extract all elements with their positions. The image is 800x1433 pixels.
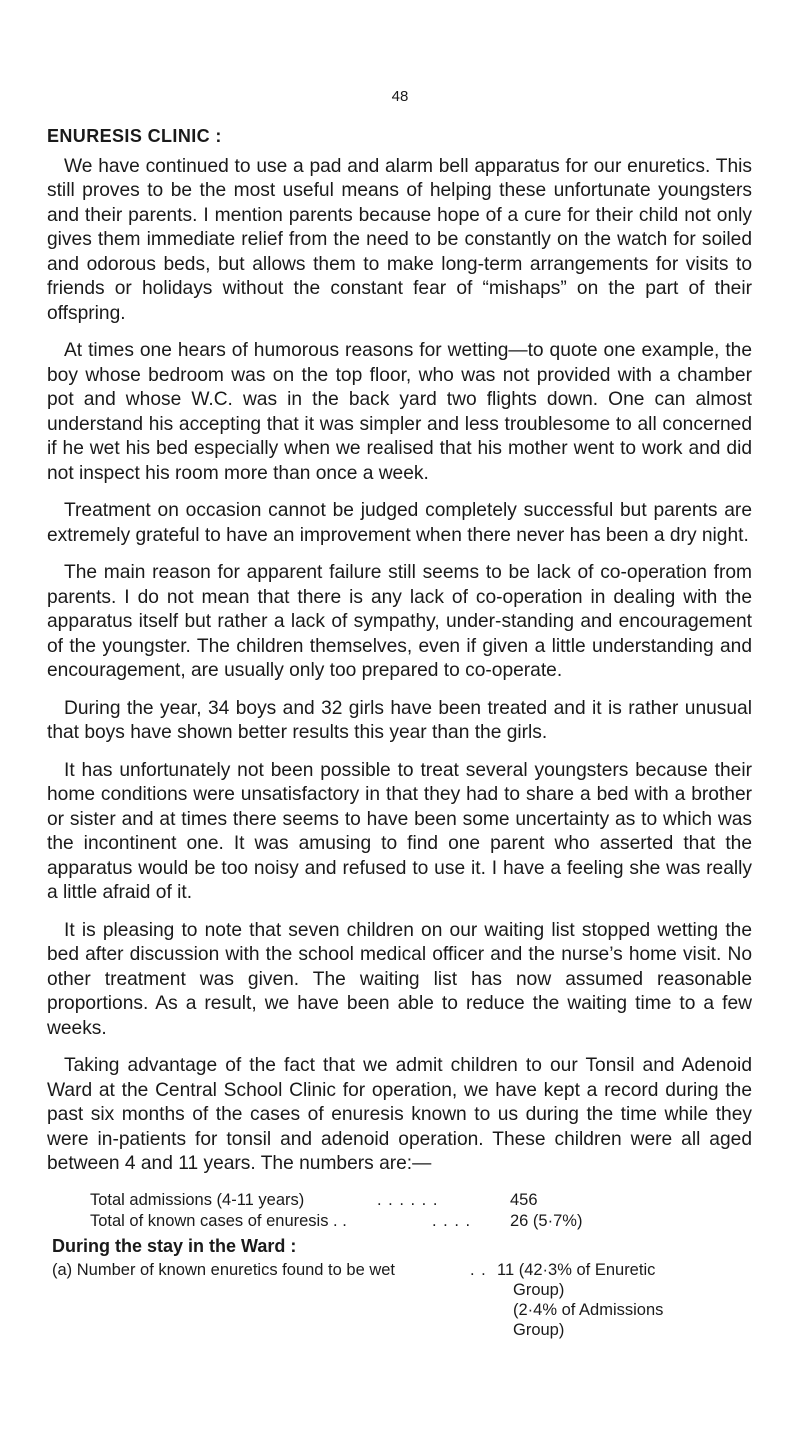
row-leader-dots: . . [470, 1260, 487, 1279]
row-value [497, 1260, 757, 1340]
row-leader-dots: . . . . . . [377, 1190, 439, 1209]
row-value: 26 (5·7%) [510, 1211, 583, 1230]
enuresis-statistics-table [47, 1190, 752, 1344]
page-number: 48 [391, 88, 409, 105]
table-row [47, 1211, 752, 1232]
row-label: Total admissions (4-11 years) [90, 1190, 305, 1209]
value-line: Group) [513, 1320, 565, 1339]
row-leader-dots: . . . . [432, 1211, 472, 1230]
row-label: Total of known cases of enuresis . . [90, 1211, 347, 1230]
row-value: 456 [510, 1190, 538, 1209]
table-row [47, 1260, 752, 1344]
value-line: Group) [513, 1280, 565, 1299]
stay-heading: During the stay in the Ward : [52, 1235, 297, 1256]
body-text [47, 124, 752, 1344]
value-line: (2·4% of Admissions [513, 1300, 664, 1319]
value-line: 11 (42·3% of Enuretic [497, 1260, 656, 1279]
paragraph-7: It is pleasing to note that seven children on our waiting list stopped wetting the bed after discussion with the school medical officer and the nurse’s home visit. No other treatment was given. The waiting list has now assumed reasonable proportions. As a result, we have been able to reduce the waiting time to a few weeks. [47, 919, 752, 1039]
paragraph-4: The main reason for apparent failure still seems to be lack of co-operation from parents. I do not mean that there is any lack of co-operation in dealing with the apparatus itself but rather a lack of sympathy, under-standing and encouragement of the youngster. The children themselves, even if given a little understanding and encouragement, are usually only too prepared to co-operate. [47, 562, 752, 681]
table-row [47, 1190, 752, 1211]
paragraph-3: Treatment on occasion cannot be judged completely successful but parents are extremely grateful to have an improvement when there never has been a dry night. [47, 500, 752, 546]
paragraph-6: It has unfortunately not been possible to treat several youngsters because their home conditions were unsatisfactory in that they had to share a bed with a brother or sister and at times there seems to have been some uncertainty as to which was the incontinent one. It was amusing to find one parent who asserted that the apparatus would be too noisy and refused to use it. I have a feeling she was really a little afraid of it. [47, 759, 752, 903]
paragraph-2: At times one hears of humorous reasons for wetting—to quote one example, the boy whose bedroom was on the top floor, who was not provided with a chamber pot and whose W.C. was in the back yard two flights down. One can almost understand his accepting that it was simpler and less troublesome to all concerned if he wet his bed especially when we realised that his mother went to work and did not inspect his room more than once a week. [47, 340, 752, 484]
paragraph-1: We have continued to use a pad and alarm bell apparatus for our enuretics. This still proves to be the most useful means of helping these unfortunate youngsters and their parents. I mention parents because hope of a cure for their child not only gives them immediate relief from the need to be constantly on the watch for soiled and odorous beds, but allows them to make long-term arrangements for visits to friends or holidays without the constant fear of “mishaps” on the part of their offspring. [47, 155, 752, 324]
section-heading: ENURESIS CLINIC : [47, 126, 222, 146]
paragraph-5: During the year, 34 boys and 32 girls have been treated and it is rather unusual that boys have shown better results this year than the girls. [47, 697, 752, 743]
row-label: (a) Number of known enuretics found to be wet [52, 1260, 396, 1279]
paragraph-8: Taking advantage of the fact that we admit children to our Tonsil and Adenoid Ward at the Central School Clinic for operation, we have kept a record during the past six months of the cases of enuresis known to us during the time while they were in-patients for tonsil and adenoid operation. These children were all aged between 4 and 11 years. The numbers are:— [47, 1055, 752, 1174]
